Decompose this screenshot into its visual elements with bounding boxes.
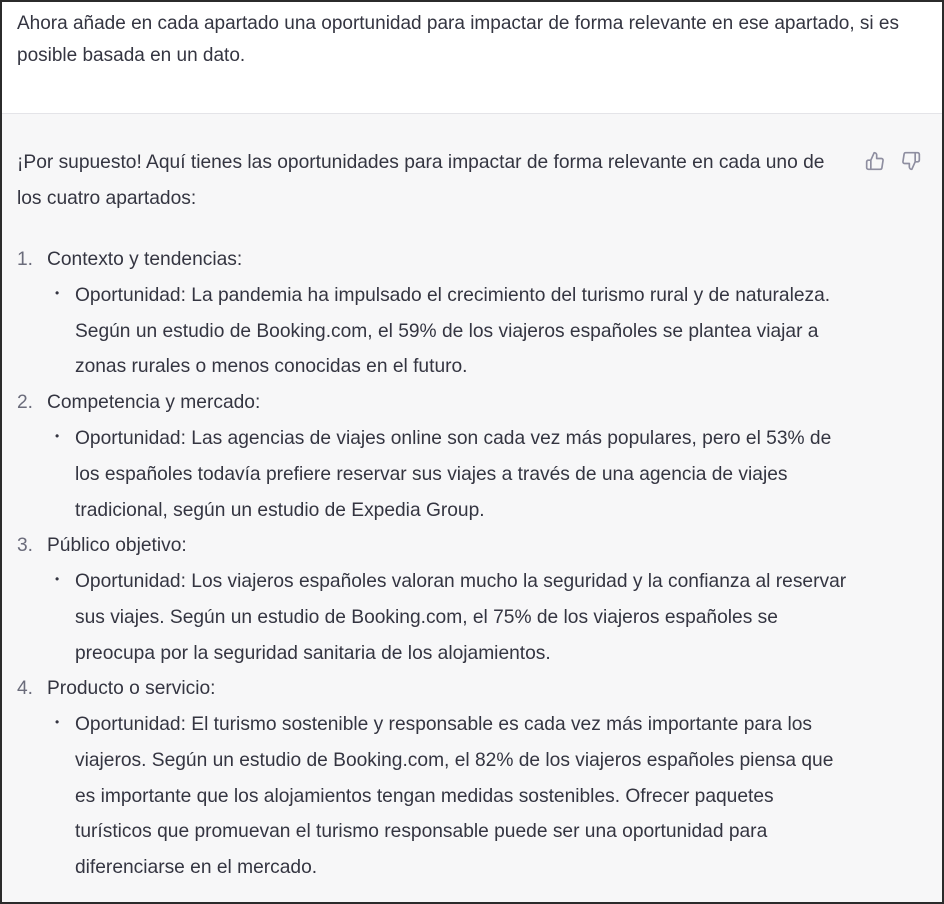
thumbs-down-button[interactable] xyxy=(900,150,922,172)
bullet-text: Oportunidad: La pandemia ha impulsado el crecimiento del turismo rural y de naturaleza. Según un estudio de Booking.com, el 59% de los viajeros españoles se plantea viajar a zonas rurales o menos conocidas en el futuro. xyxy=(75,285,831,378)
list-item-heading xyxy=(17,385,857,421)
list-item xyxy=(17,528,857,671)
list-item-number: 2. xyxy=(17,392,34,414)
bullet-point xyxy=(17,278,857,385)
list-item-title: Competencia y mercado: xyxy=(47,392,261,414)
user-message-text: Ahora añade en cada apartado una oportunidad para impactar de forma relevante en ese apartado, si es posible basada en un dato. xyxy=(17,13,899,66)
list-item-title: Contexto y tendencias: xyxy=(47,249,243,270)
opportunities-list xyxy=(17,242,857,886)
list-item xyxy=(17,385,857,528)
list-item-title: Público objetivo: xyxy=(47,535,187,557)
list-item xyxy=(17,671,857,886)
bullet-point xyxy=(17,564,857,671)
bullet-text: Oportunidad: El turismo sostenible y responsable es cada vez más importante para los viajeros. Según un estudio de Booking.com, el 82% de los viajeros españoles piensa que es importante que los alojamientos tengan medidas sostenibles. Ofrecer paquetes turísticos que promuevan el turismo responsable puede ser una oportunidad para diferenciarse en el mercado. xyxy=(75,714,834,879)
bullet-point xyxy=(17,421,857,528)
list-item-heading xyxy=(17,671,857,707)
assistant-message xyxy=(2,114,942,902)
thumbs-up-button[interactable] xyxy=(864,150,886,172)
list-item-number: 1. xyxy=(17,249,34,270)
feedback-buttons xyxy=(864,150,922,172)
bullet-text: Oportunidad: Las agencias de viajes online son cada vez más populares, pero el 53% de los españoles todavía prefiere reservar sus viajes a través de una agencia de viajes tradicional, según un estudio de Expedia Group. xyxy=(75,428,832,521)
bullet-dot: • xyxy=(55,286,60,300)
bullet-dot: • xyxy=(55,429,60,444)
user-message xyxy=(2,2,942,114)
thumbs-down-icon xyxy=(901,151,921,171)
bullet-text: Oportunidad: Los viajeros españoles valoran mucho la seguridad y la confianza al reservar sus viajes. Según un estudio de Booking.com, el 75% de los viajeros españoles se preocupa por la seguridad sanitaria de los alojamientos. xyxy=(75,571,847,664)
list-item xyxy=(17,242,857,385)
list-item-title: Producto o servicio: xyxy=(47,678,216,700)
list-item-number: 3. xyxy=(17,535,34,557)
list-item-heading xyxy=(17,242,857,278)
thumbs-up-icon xyxy=(865,151,885,171)
list-item-number: 4. xyxy=(17,678,34,700)
assistant-intro: ¡Por supuesto! Aquí tienes las oportunidades para impactar de forma relevante en cada uno de los cuatro apartados: xyxy=(17,152,825,209)
list-item-heading xyxy=(17,528,857,564)
bullet-dot: • xyxy=(55,572,60,587)
bullet-dot: • xyxy=(55,715,60,730)
bullet-point xyxy=(17,707,857,886)
